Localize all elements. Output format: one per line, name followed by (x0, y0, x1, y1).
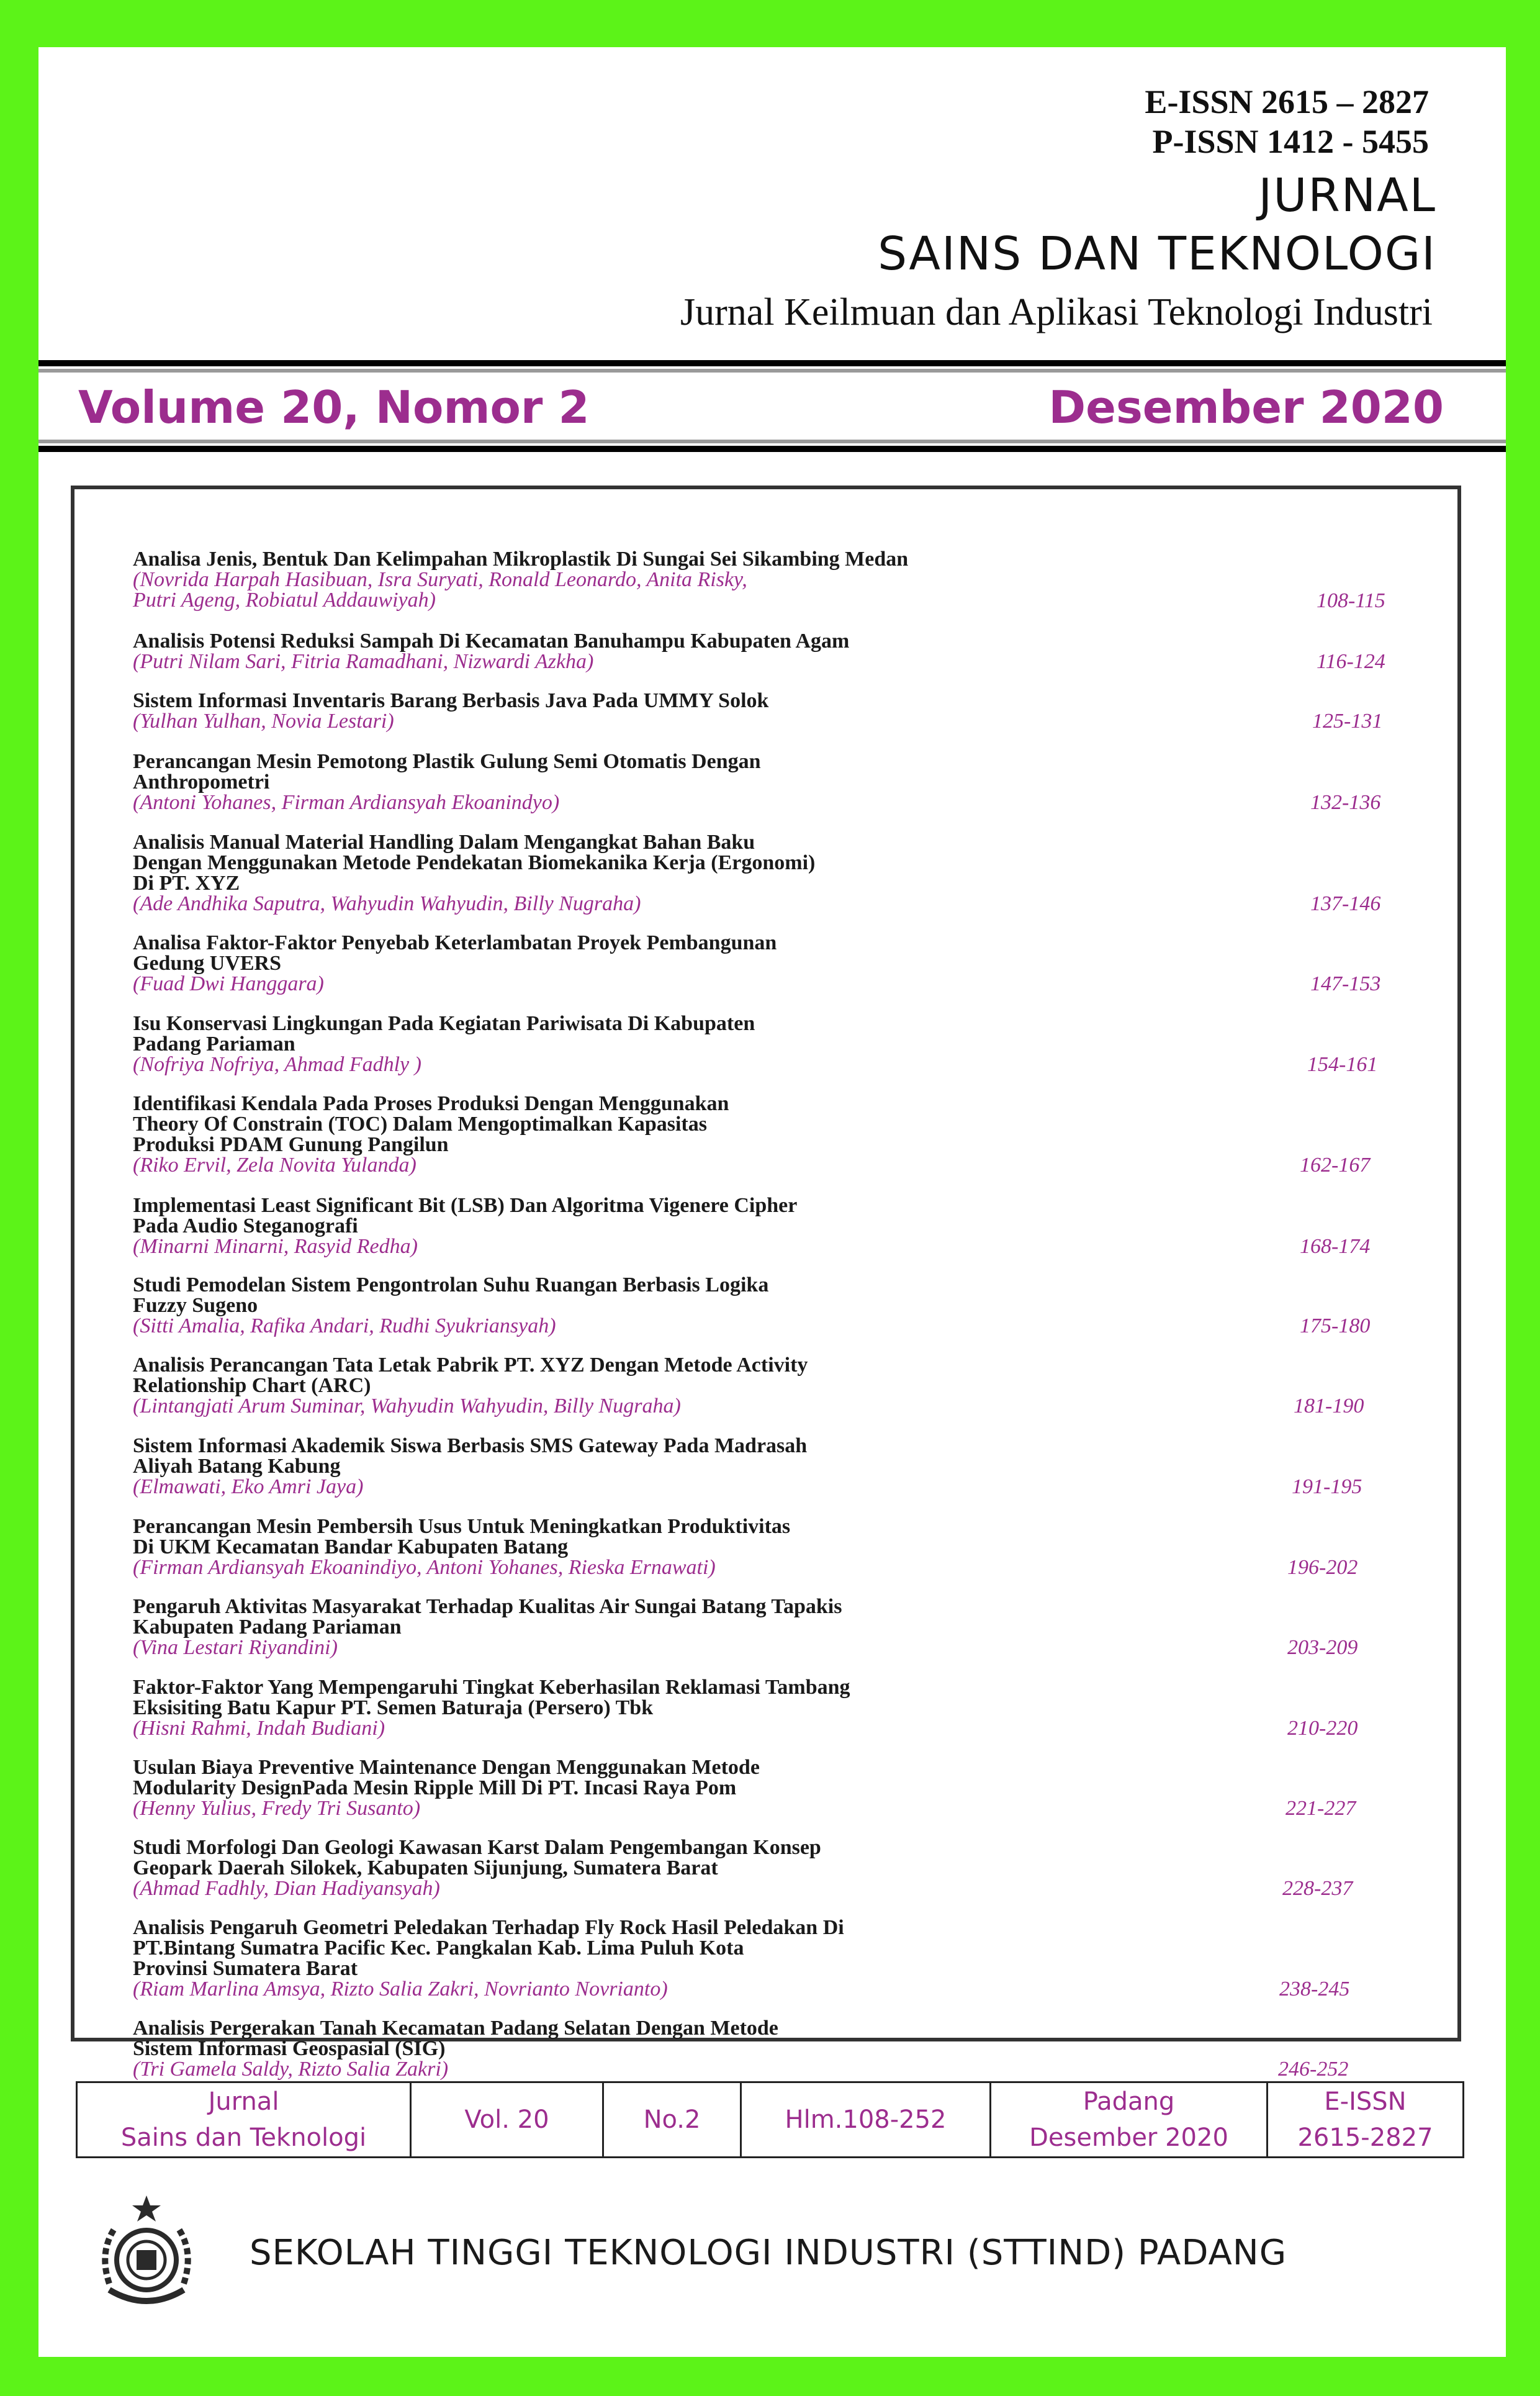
journal-title-line2: SAINS DAN TEKNOLOGI (878, 227, 1436, 281)
toc-entry[interactable] (133, 1837, 1436, 1899)
article-pages: 125-131 (1312, 710, 1383, 733)
article-authors: (Hisni Rahmi, Indah Budiani) (133, 1717, 385, 1740)
toc-entry[interactable] (133, 751, 1436, 813)
article-title: Sistem Informasi Akademik Siswa Berbasis SMS Gateway Pada Madrasah Aliyah Batang Kabung (133, 1434, 808, 1478)
toc-entry[interactable] (133, 2018, 1436, 2079)
info-number: No.2 (603, 2082, 741, 2158)
toc-entry[interactable] (133, 1013, 1436, 1075)
article-title: Usulan Biaya Preventive Maintenance Dengan Menggunakan Metode Modularity DesignPada Mesin Ripple Mill Di PT. Incasi Raya Pom (133, 1756, 760, 1799)
toc-entry[interactable] (133, 631, 1436, 672)
article-title: Perancangan Mesin Pemotong Plastik Gulung Semi Otomatis Dengan Anthropometri (133, 750, 761, 793)
article-authors: (Ahmad Fadhly, Dian Hadiyansyah) (133, 1877, 440, 1900)
journal-subtitle: Jurnal Keilmuan dan Aplikasi Teknologi Industri (680, 291, 1433, 333)
bottom-rule-lower (38, 446, 1506, 452)
toc-entry[interactable] (133, 1516, 1436, 1578)
article-pages: 203-209 (1287, 1636, 1358, 1659)
toc-entry[interactable] (133, 933, 1436, 994)
toc-entry[interactable] (133, 1435, 1436, 1497)
toc-entry[interactable] (133, 1757, 1436, 1819)
issn-block (1145, 82, 1429, 161)
info-volume: Vol. 20 (411, 2082, 603, 2158)
top-rule-upper (38, 360, 1506, 366)
article-authors: (Fuad Dwi Hanggara) (133, 972, 324, 995)
info-place-date: Padang Desember 2020 (991, 2082, 1268, 2158)
sttind-logo-icon (84, 2190, 209, 2315)
article-authors: (Putri Nilam Sari, Fitria Ramadhani, Nizwardi Azkha) (133, 650, 594, 673)
article-title: Analisis Manual Material Handling Dalam Mengangkat Bahan Baku Dengan Menggunakan Metode Pendekatan Biomekanika Kerja (Ergonomi) Di PT. XYZ (133, 831, 816, 895)
toc-entry[interactable] (133, 1093, 1436, 1175)
article-pages: 228-237 (1282, 1877, 1353, 1900)
info-pages: Hlm.108-252 (741, 2082, 991, 2158)
article-pages: 210-220 (1287, 1717, 1358, 1740)
journal-title-line1: JURNAL (1258, 169, 1436, 222)
article-authors: (Riam Marlina Amsya, Rizto Salia Zakri, Novrianto Novrianto) (133, 1978, 668, 2000)
article-pages: 132-136 (1310, 791, 1381, 814)
article-pages: 137-146 (1310, 892, 1381, 915)
article-authors: (Tri Gamela Saldy, Rizto Salia Zakri) (133, 2058, 449, 2081)
eissn-label: E-ISSN 2615 – 2827 (1145, 83, 1429, 120)
article-authors: (Riko Ervil, Zela Novita Yulanda) (133, 1154, 417, 1177)
article-title: Analisis Pengaruh Geometri Peledakan Terhadap Fly Rock Hasil Peledakan Di PT.Bintang Sumatra Pacific Kec. Pangkalan Kab. Lima Puluh Kota Provinsi Sumatera Barat (133, 1916, 844, 1980)
article-pages: 168-174 (1300, 1235, 1371, 1258)
info-journal-name: Jurnal Sains dan Teknologi (77, 2082, 411, 2158)
article-authors: (Minarni Minarni, Rasyid Redha) (133, 1235, 418, 1258)
article-title: Implementasi Least Significant Bit (LSB) Dan Algoritma Vigenere Cipher Pada Audio Steganografi (133, 1194, 798, 1237)
toc-entry[interactable] (133, 832, 1436, 914)
article-authors: (Vina Lestari Riyandini) (133, 1636, 338, 1659)
article-pages: 238-245 (1279, 1978, 1350, 2000)
article-title: Analisis Perancangan Tata Letak Pabrik PT. XYZ Dengan Metode Activity Relationship Chart (ARC) (133, 1354, 808, 1397)
toc-entry[interactable] (133, 1596, 1436, 1658)
article-authors: (Sitti Amalia, Rafika Andari, Rudhi Syukriansyah) (133, 1314, 556, 1337)
toc-entry[interactable] (133, 549, 1436, 611)
issue-date: Desember 2020 (1048, 381, 1444, 433)
article-pages: 181-190 (1294, 1395, 1364, 1417)
journal-info-table (76, 2081, 1464, 2158)
article-authors: (Nofriya Nofriya, Ahmad Fadhly ) (133, 1053, 421, 1076)
toc-entry[interactable] (133, 1677, 1436, 1738)
article-pages: 162-167 (1300, 1154, 1371, 1177)
article-authors: (Novrida Harpah Hasibuan, Isra Suryati, Ronald Leonardo, Anita Risky, Putri Ageng, Robiatul Addauwiyah) (133, 568, 747, 612)
article-pages: 108-115 (1317, 589, 1385, 612)
article-title: Identifikasi Kendala Pada Proses Produksi Dengan Menggunakan Theory Of Constrain (TOC) Dalam Mengoptimalkan Kapasitas Produksi PDAM Gunung Pangilun (133, 1092, 729, 1156)
article-authors: (Henny Yulius, Fredy Tri Susanto) (133, 1797, 421, 1820)
toc-entry[interactable] (133, 690, 1436, 731)
article-authors: (Firman Ardiansyah Ekoanindiyo, Antoni Yohanes, Rieska Ernawati) (133, 1556, 716, 1579)
article-pages: 191-195 (1292, 1475, 1362, 1498)
bottom-rule-grey (38, 440, 1506, 443)
article-authors: (Yulhan Yulhan, Novia Lestari) (133, 710, 394, 733)
article-pages: 154-161 (1307, 1053, 1378, 1076)
journal-cover (38, 47, 1506, 2357)
article-title: Isu Konservasi Lingkungan Pada Kegiatan Pariwisata Di Kabupaten Padang Pariaman (133, 1012, 755, 1056)
article-pages: 221-227 (1286, 1797, 1356, 1820)
top-rule-grey (38, 369, 1506, 373)
article-pages: 116-124 (1317, 650, 1385, 673)
article-title: Perancangan Mesin Pembersih Usus Untuk Meningkatkan Produktivitas Di UKM Kecamatan Bandar Kabupaten Batang (133, 1515, 791, 1558)
article-pages: 147-153 (1310, 972, 1381, 995)
toc-entry[interactable] (133, 1917, 1436, 1999)
info-issn: E-ISSN 2615-2827 (1268, 2082, 1464, 2158)
pissn-label: P-ISSN 1412 - 5455 (1152, 123, 1429, 160)
article-title: Studi Morfologi Dan Geologi Kawasan Karst Dalam Pengembangan Konsep Geopark Daerah Silokek, Kabupaten Sijunjung, Sumatera Barat (133, 1836, 821, 1879)
article-title: Analisis Pergerakan Tanah Kecamatan Padang Selatan Dengan Metode Sistem Informasi Geospasial (SIG) (133, 2017, 778, 2060)
article-pages: 175-180 (1300, 1314, 1371, 1337)
article-title: Studi Pemodelan Sistem Pengontrolan Suhu Ruangan Berbasis Logika Fuzzy Sugeno (133, 1273, 769, 1317)
article-pages: 196-202 (1287, 1556, 1358, 1579)
article-title: Analisa Jenis, Bentuk Dan Kelimpahan Mikroplastik Di Sungai Sei Sikambing Medan (133, 548, 909, 571)
article-title: Sistem Informasi Inventaris Barang Berbasis Java Pada UMMY Solok (133, 689, 769, 712)
article-title: Pengaruh Aktivitas Masyarakat Terhadap Kualitas Air Sungai Batang Tapakis Kabupaten Padang Pariaman (133, 1595, 842, 1639)
article-title: Analisis Potensi Reduksi Sampah Di Kecamatan Banuhampu Kabupaten Agam (133, 630, 850, 653)
institution-name: SEKOLAH TINGGI TEKNOLOGI INDUSTRI (STTIND) PADANG (250, 2233, 1287, 2273)
table-of-contents (71, 486, 1461, 2081)
article-authors: (Ade Andhika Saputra, Wahyudin Wahyudin, Billy Nugraha) (133, 892, 641, 915)
toc-entry[interactable] (133, 1195, 1436, 1257)
toc-entry[interactable] (133, 1355, 1436, 1416)
article-title: Faktor-Faktor Yang Mempengaruhi Tingkat Keberhasilan Reklamasi Tambang Eksisiting Batu Kapur PT. Semen Baturaja (Persero) Tbk (133, 1676, 850, 1719)
article-authors: (Antoni Yohanes, Firman Ardiansyah Ekoanindyo) (133, 791, 560, 814)
info-row (77, 2082, 1464, 2158)
volume-label: Volume 20, Nomor 2 (78, 381, 590, 433)
article-authors: (Lintangjati Arum Suminar, Wahyudin Wahyudin, Billy Nugraha) (133, 1395, 681, 1417)
article-authors: (Elmawati, Eko Amri Jaya) (133, 1475, 364, 1498)
article-pages: 246-252 (1278, 2058, 1349, 2081)
article-title: Analisa Faktor-Faktor Penyebab Keterlambatan Proyek Pembangunan Gedung UVERS (133, 931, 777, 975)
toc-entry[interactable] (133, 1275, 1436, 1336)
